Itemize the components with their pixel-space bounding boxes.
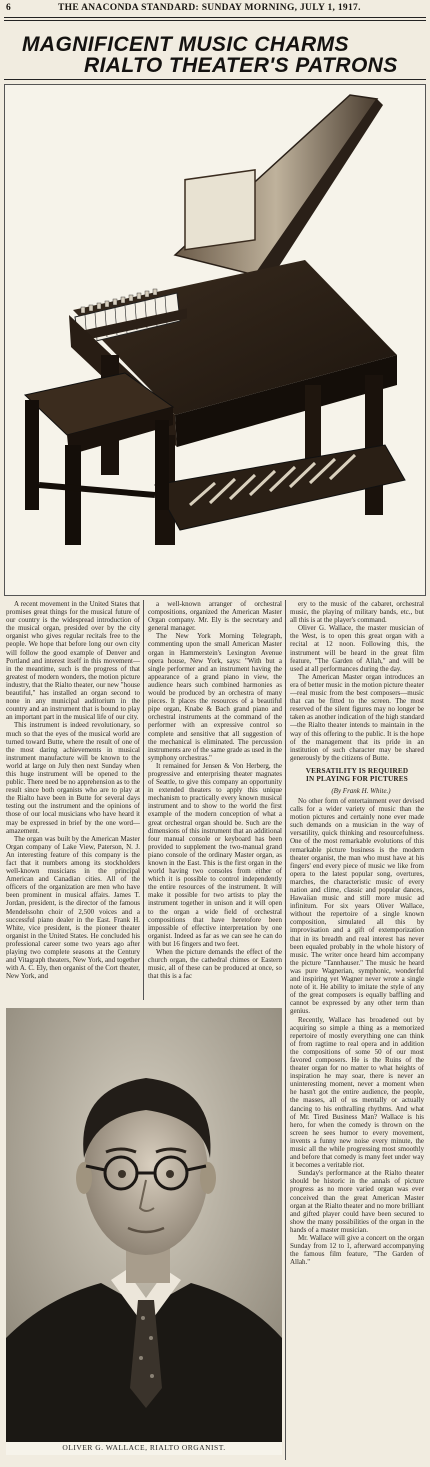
organ-photograph bbox=[4, 84, 426, 596]
headline-rule bbox=[4, 79, 426, 80]
paragraph: Oliver G. Wallace, the master musician of the West, is to open this great organ with a recital at 12 noon. Following this, the instrument will be heard in the great film feature, "The Garden of Allah," and will be used at all performances during the day. bbox=[290, 624, 424, 673]
portrait-illustration bbox=[6, 1008, 282, 1442]
masthead-title: THE ANACONDA STANDARD: SUNDAY MORNING, JULY 1, 1917. bbox=[58, 3, 361, 13]
paragraph: No other form of entertainment ever devised calls for a wider variety of music than the motion pictures and certainly none ever made such demands on a musician in the way of versatility, quick thinking and resourcefulness. One of the most remarkable evolutions of this remarkable picture business is the modern theater organist, the man who must have at his fingers' end every piece of music we like from opera to the latest popular song, overtures, marches, the characteristic music of every nation and clime, classic and popular dances, Hawaiian music and still more music ad infinitum. For six years Oliver Wallace, without the repertoire of a single known composition, simulated all this by improvisation and a gift of extemporization that in its breadth and real interest has never been equaled probably in the whole history of music. The writer once heard him accompany the picture "Tannhauser." The music he heard was pure Wagnerian, symphonic, wonderful and inspiring yet Wagner never wrote a single note of it. He ability to imitate the style of any of the great composers is equally baffling and cannot be expressed by any other term than genius. bbox=[290, 796, 424, 1016]
paragraph: Recently, Wallace has broadened out by acquiring so simple a thing as a memorized repertoire of mostly everything one can think of from ragtime to real opera and in addition the compositions of some 50 of our most favored composers. He is the Ruins of the theater organ for no matter to what heights of inspiration he may soar, there is never an uninteresting moment, never a moment when he hasn't got the entire audience, the people, the masses, all of us mentally or actually dancing to his enthralling rhythms. And what of Mr. Tired Business Man? Wallace is his hero, for when the comedy is thrown on the screen he sees humor to every movement, invents a funny new noise every minute, the music all the while progressing most smoothly and before that comedy is many feet under way it becomes a veritable riot. bbox=[290, 1015, 424, 1170]
paragraph: Sunday's performance at the Rialto theater should be historic in the annals of picture progress as no more varied organ was ever conceived than the great American Master organ at the Rialto theater and no more brilliant and gifted player could have been secured to show the many possibilities of the organ in the hands of a master musician. bbox=[290, 1169, 424, 1234]
masthead bbox=[6, 3, 424, 17]
organ-console-illustration bbox=[5, 85, 425, 595]
byline: (By Frank H. White.) bbox=[331, 786, 391, 795]
paragraph: The American Master organ introduces an era of better music in the motion picture theater—real music from the best composers—music that can be fitted to the screen. The most reserved of the silent figures may no longer be taken as another indication of the high standard—the Rialto theater intends to maintain in the way of this offering to the public. It is the hope of the management that its pride in an institution of such character may be shared generously by the citizens of Butte. bbox=[290, 672, 424, 762]
masthead-rule bbox=[4, 17, 426, 18]
paragraph: The organ was built by the American Master Organ company of Lake View, Paterson, N. J. An interesting feature of this company is the fact that it numbers among its stockholders well-known musicians in the principal American and Canadian cities. All of the officers of the organization are men who have been prominent in musical affairs. James T. Jordan, president, is the director of the famous Mendelssohn choir of 2,500 voices and a successful piano dealer in the East. Frank H. White, vice president, is the pioneer theater organist in the United States. He concluded his professional career some two years ago after playing two complete seasons at the Century and Vitagraph theaters, New York, and together with A. C. Ely, then organist of the Cort theater, New York, and bbox=[6, 834, 140, 981]
section-headline-line-1: VERSATILITY IS REQUIRED bbox=[305, 766, 409, 775]
portrait-photograph bbox=[6, 1008, 282, 1455]
article-column-1 bbox=[6, 600, 140, 1000]
article-column-3 bbox=[290, 600, 424, 1460]
section-headline bbox=[290, 767, 424, 784]
column-rule-2 bbox=[285, 600, 286, 1460]
paragraph: ery to the music of the cabaret, orchestral music, the playing of military bands, etc., but all this is at the player's command. bbox=[290, 600, 424, 625]
paragraph: A recent movement in the United States that promises great things for the musical future of our country is the widespread introduction of the musical organ, presided over by the city organist who gives regular recitals free to the people. We hope that before long our own city will follow the good example of Denver and Portland and interest itself in this movement—in the meantime, such is the progress of that greatest of modern wonders, the motion picture industry, that the Rialto theater, our new "house beautiful," has installed an organ second to none in any municipal auditorium in the country and an instrument that is bound to play an important part in the musical life of our city. bbox=[6, 600, 140, 722]
paragraph: a well-known arranger of orchestral compositions, organized the American Master Organ company. Mr. Ely is the secretary and general manager. bbox=[148, 600, 282, 633]
masthead-rule-2 bbox=[4, 20, 426, 21]
column-rule-1 bbox=[143, 600, 144, 1000]
portrait-caption: OLIVER G. WALLACE, RIALTO ORGANIST. bbox=[62, 1443, 226, 1452]
section-headline-line-2: IN PLAYING FOR PICTURES bbox=[306, 775, 408, 784]
headline-line-2: RIALTO THEATER'S PATRONS bbox=[84, 54, 398, 77]
paragraph: The New York Morning Telegraph, commenting upon the small American Master organ in Hammerstein's Lexington Avenue opera house, New York, says: "With but a single performer and an instrument having the appearance of a grand piano in view, the audience hears such combined harmonies as would be produced by an orchestra of many pieces. It places the resources of a beautiful pipe organ, Knabe & Bach grand piano and orchestral instruments at the command of the performer with an expressive control so complete and sensitive that all suggestion of the mechanical is eliminated. The percussion instruments are of the same grade as used in the symphony orchestras." bbox=[148, 632, 282, 762]
headline-line-1: MAGNIFICENT MUSIC CHARMS bbox=[22, 33, 349, 56]
paragraph: When the picture demands the effect of the church organ, the cathedral chimes or Eastern music, all of these can be produced at once, so that this is a fac bbox=[148, 948, 282, 981]
paragraph: This instrument is indeed revolutionary, so much so that the eyes of the musical world are turned toward Butte, where the result of one of the most daring achievements in musical instrument manufacture will be known to the world at large on July then next Sunday when this huge instrument will be opened to the public. There need be no apprehension as to the result since both organists who are to play at the Rialto have been in Butte for several days testing out the instrument and the opinions of those of our local musicians who have heard it may be expressed in brief by the one word—amazement. bbox=[6, 721, 140, 835]
article-column-2 bbox=[148, 600, 282, 1000]
page-number: 6 bbox=[6, 3, 12, 13]
paragraph: It remained for Jensen & Von Herberg, the progressive and enterprising theater magnates of Seattle, to give this company an opportunity in extended theaters to apply this unique mechanism to practically every known musical instrument and to show to the world the first example of the modern conception of what a great orchestral organ should be. Such are the dimensions of this instrument that an additional four manual console or keyboard has been provided to supplement the two-manual grand piano console of the ordinary Master organ, as known in the East. This is the first organ in the world having two consoles from either of which it is possible to control independently the entire resources of the instrument. It will make it possible for two artists to play the instrument together in unison and it will open to the organ a wide field of orchestral compositions that have heretofore been impossible of effective interpretation by one organist. Indeed as far as we can see he can do with but 16 fingers and two feet. bbox=[148, 761, 282, 948]
paragraph: Mr. Wallace will give a concert on the organ Sunday from 12 to 1, afterward accompanying the famous film feature, "The Garden of Allah." bbox=[290, 1234, 424, 1267]
